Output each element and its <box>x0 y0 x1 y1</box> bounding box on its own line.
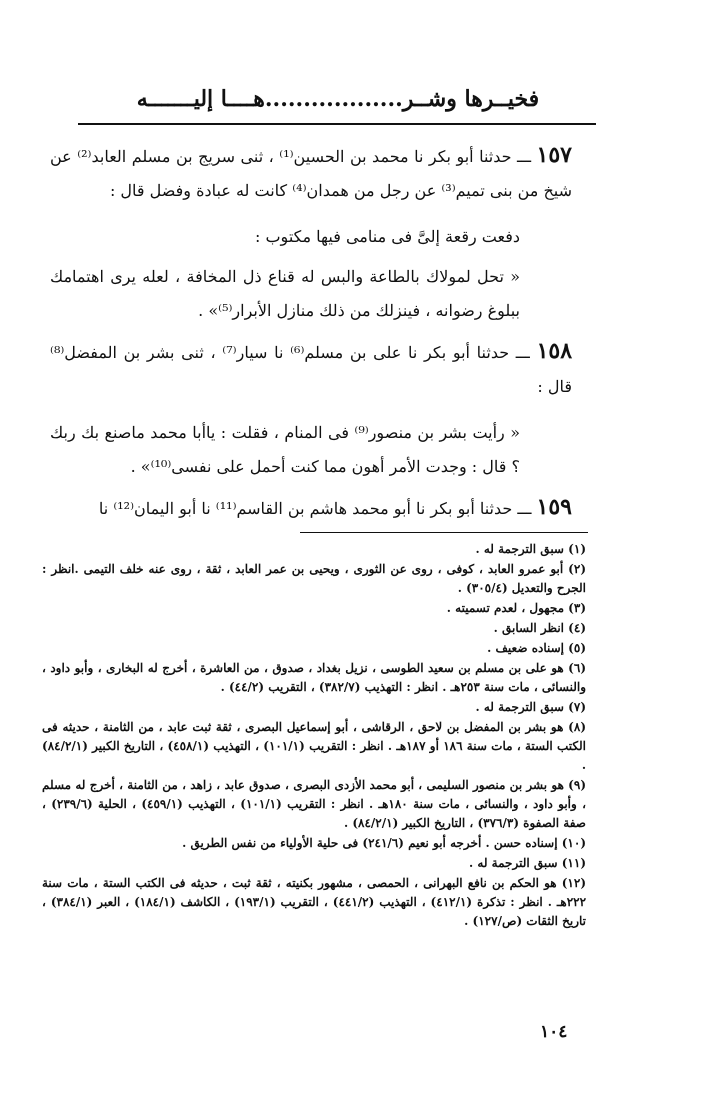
footnotes <box>42 540 586 932</box>
hadith-paragraph: « رأيت بشر بن منصور⁽⁹⁾ فى المنام ، فقلت : ياأبا محمد ماصنع بك ربك ؟ قال : وجدت الأمر أهون مما كنت أحمل على نفسى⁽¹⁰⁾» . <box>50 423 520 476</box>
hadith-paragraph: « تحل لمولاك بالطاعة والبس له قناع ذل المخافة ، لعله يرى اهتمامك ببلوغ رضوانه ، فينزلك من ذلك منازل الأبرار⁽⁵⁾» . <box>50 267 520 320</box>
hadith-number: ١٥٩ <box>536 494 572 520</box>
dash: ـــ <box>511 147 532 166</box>
footnote-1: (١) سبق الترجمة له . <box>475 542 586 556</box>
hadith-paragraph: دفعت رقعة إلىَّ فى منامى فيها مكتوب : <box>255 227 520 246</box>
hadith-158 <box>50 334 572 404</box>
hadith-number: ١٥٨ <box>536 338 573 364</box>
footnote-5: (٥) إسناده ضعيف . <box>487 641 586 655</box>
footnote-11: (١١) سبق الترجمة له . <box>469 856 586 870</box>
hadith-isnad: حدثنا أبو بكر نا على بن مسلم⁽⁶⁾ نا سيار⁽⁷⁾ ، ثنى بشر بن المفضل⁽⁸⁾ قال : <box>50 343 572 396</box>
footnote-4: (٤) انظر السابق . <box>493 621 586 635</box>
dash: ـــ <box>509 343 530 362</box>
footnote-8: (٨) هو بشر بن المفضل بن لاحق ، الرقاشى ، أبو إسماعيل البصرى ، ثقة ثبت عابد ، من الثامنة ، حديثه فى الكتب الستة ، مات سنة ١٨٦ أو ١٨٧هـ . انظر : التقريب (١٠١/١) ، التهذيب (٤٥٨/١) ، التاريخ الكبير (٨٤/٢/١) . <box>42 720 587 772</box>
page-number: ١٠٤ <box>540 1022 568 1042</box>
footnote-rule <box>300 532 588 533</box>
dash: ـــ <box>512 499 532 518</box>
running-header: فخيــرها وشــر..................هــــا إليـــــــه <box>136 86 540 112</box>
footnote-7: (٧) سبق الترجمة له . <box>475 700 586 714</box>
hadith-isnad: حدثنا أبو بكر نا محمد بن الحسين⁽¹⁾ ، ثنى سريج بن مسلم العابد⁽²⁾ عن شيخ من بنى تميم⁽³⁾ عن رجل من همدان⁽⁴⁾ كانت له عبادة وفضل قال : <box>50 147 572 200</box>
main-text <box>50 138 572 538</box>
footnote-6: (٦) هو على بن مسلم بن سعيد الطوسى ، نزيل بغداد ، صدوق ، من العاشرة ، أخرج له البخارى ، وأبو داود ، والنسائى ، مات سنة ٢٥٣هـ . انظر : التهذيب (٣٨٢/٧) ، التقريب (٤٤/٢) . <box>42 661 586 694</box>
hadith-number: ١٥٧ <box>536 142 572 168</box>
header-rule <box>78 123 596 125</box>
hadith-157 <box>50 138 572 208</box>
footnote-12: (١٢) هو الحكم بن نافع البهرانى ، الحمصى ، مشهور بكنيته ، ثقة ثبت ، حديثه فى الكتب الستة ، مات سنة ٢٢٢هـ . انظر : تذكرة (٤١٢/١) ، التهذيب (٤٤١/٢) ، التقريب (١٩٣/١) ، الكاشف (١٨٤/١) ، العبر (٣٨٤/١) ، تاريخ الثقات (ص/١٢٧) . <box>42 876 587 928</box>
footnote-2: (٢) أبو عمرو العابد ، كوفى ، روى عن الثورى ، ويحيى بن عمر العابد ، ثقة ، روى عنه خلف التيمى .انظر : الجرح والتعديل (٣٠٥/٤) . <box>42 562 586 595</box>
footnote-10: (١٠) إسناده حسن . أخرجه أبو نعيم (٢٤١/٦) فى حلية الأولياء من نفس الطريق . <box>182 836 586 850</box>
hadith-isnad: حدثنا أبو بكر نا أبو محمد هاشم بن القاسم⁽¹¹⁾ نا أبو اليمان⁽¹²⁾ نا <box>98 499 513 518</box>
footnote-3: (٣) مجهول ، لعدم تسميته . <box>446 601 586 615</box>
footnote-9: (٩) هو بشر بن منصور السليمى ، أبو محمد الأزدى البصرى ، صدوق عابد ، زاهد ، من الثامنة ، أخرج له مسلم ، وأبو داود ، والنسائى ، مات سنة ١٨٠هـ . انظر : التقريب (١٠١/١) ، التهذيب (٤٥٩/١) ، الحلية (٢٣٩/٦) ، صفة الصفوة (٣٧٦/٣) ، التاريخ الكبير (٨٤/٢/١) . <box>42 778 587 830</box>
hadith-159 <box>50 490 572 526</box>
